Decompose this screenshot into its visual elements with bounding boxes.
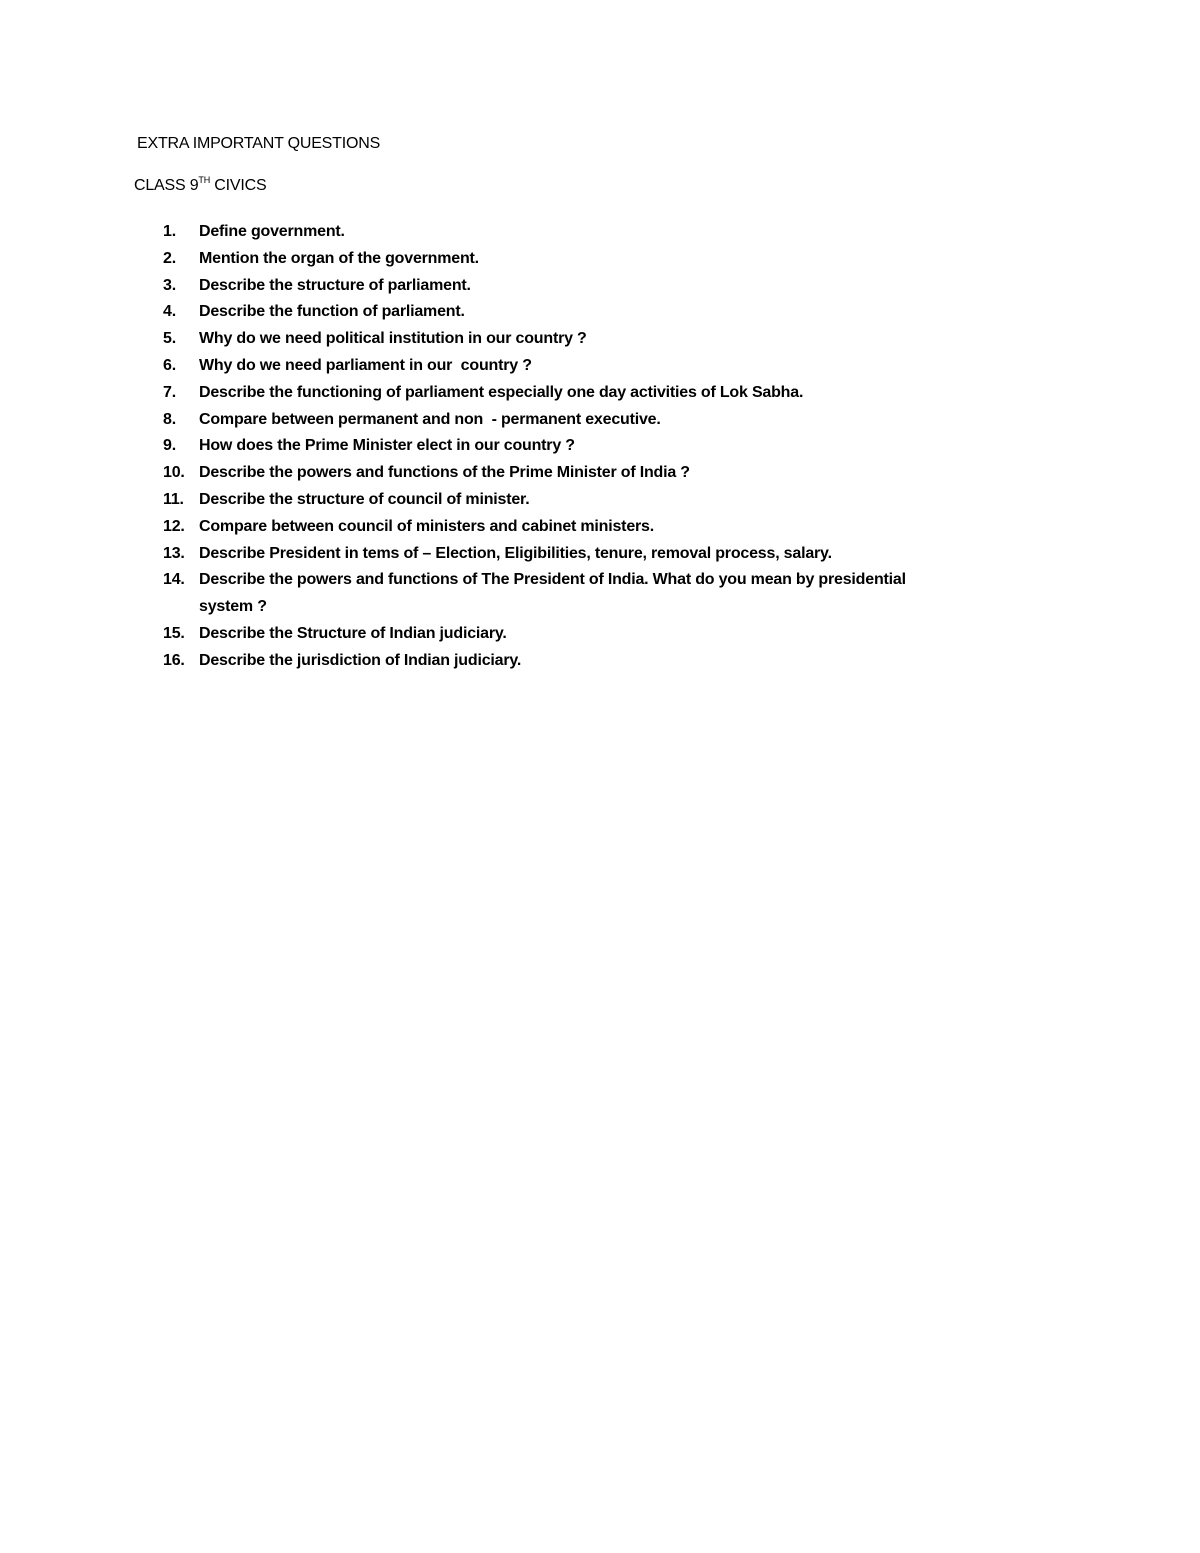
question-number: 1.: [163, 223, 176, 240]
question-number: 9.: [163, 437, 176, 455]
subtitle-superscript: TH: [198, 175, 211, 185]
question-number: 4.: [163, 303, 176, 321]
question-item: [163, 433, 943, 460]
question-number: 7.: [163, 383, 176, 401]
question-text: Mention the organ of the government.: [199, 249, 479, 267]
question-text: Why do we need political institution in our country ?: [199, 330, 587, 348]
question-item: [163, 219, 943, 246]
question-item: [163, 621, 943, 648]
subtitle-suffix: CIVICS: [210, 177, 267, 194]
question-text: Describe the jurisdiction of Indian judiciary.: [199, 651, 522, 669]
question-text: Why do we need parliament in our country ?: [199, 356, 532, 374]
question-number: 13.: [163, 544, 185, 562]
question-item: [163, 541, 943, 568]
question-text: Describe President in tems of – Election, Eligibilities, tenure, removal process, salary.: [199, 544, 832, 562]
question-text: Describe the structure of parliament.: [199, 276, 471, 294]
question-item: [163, 326, 943, 353]
question-text: How does the Prime Minister elect in our country ?: [199, 437, 575, 455]
question-text: Describe the powers and functions of The President of India. What do you mean by presidential system ?: [199, 571, 911, 616]
question-item: [163, 353, 943, 380]
question-item: [163, 648, 943, 675]
question-number: 8.: [163, 410, 176, 428]
subtitle-prefix: CLASS 9: [134, 177, 199, 194]
question-item: [163, 567, 943, 621]
question-number: 14.: [163, 571, 185, 589]
question-number: 10.: [163, 464, 185, 482]
question-item: [163, 273, 943, 300]
question-text: Describe the Structure of Indian judiciary.: [199, 624, 507, 642]
question-text: Describe the function of parliament.: [199, 303, 465, 321]
question-number: 6.: [163, 356, 176, 374]
question-number: 15.: [163, 624, 185, 642]
question-number: 11.: [163, 490, 184, 508]
question-item: [163, 460, 943, 487]
question-text: Compare between council of ministers and cabinet ministers.: [199, 517, 654, 535]
question-number: 5.: [163, 330, 176, 348]
question-text: Define government.: [199, 223, 345, 240]
question-item: [163, 246, 943, 273]
question-text: Describe the functioning of parliament especially one day activities of Lok Sabha.: [199, 383, 804, 401]
question-number: 2.: [163, 249, 176, 267]
question-number: 12.: [163, 517, 185, 535]
question-text: Describe the powers and functions of the Prime Minister of India ?: [199, 464, 690, 482]
question-list: [163, 219, 943, 675]
question-item: [163, 299, 943, 326]
question-number: 16.: [163, 651, 185, 669]
question-text: Compare between permanent and non - permanent executive.: [199, 410, 661, 428]
question-text: Describe the structure of council of minister.: [199, 490, 530, 508]
question-item: [163, 407, 943, 434]
question-item: [163, 487, 943, 514]
document-title: EXTRA IMPORTANT QUESTIONS: [137, 135, 381, 152]
question-item: [163, 514, 943, 541]
document-subtitle: [134, 177, 266, 195]
question-item: [163, 380, 943, 407]
question-number: 3.: [163, 276, 176, 294]
